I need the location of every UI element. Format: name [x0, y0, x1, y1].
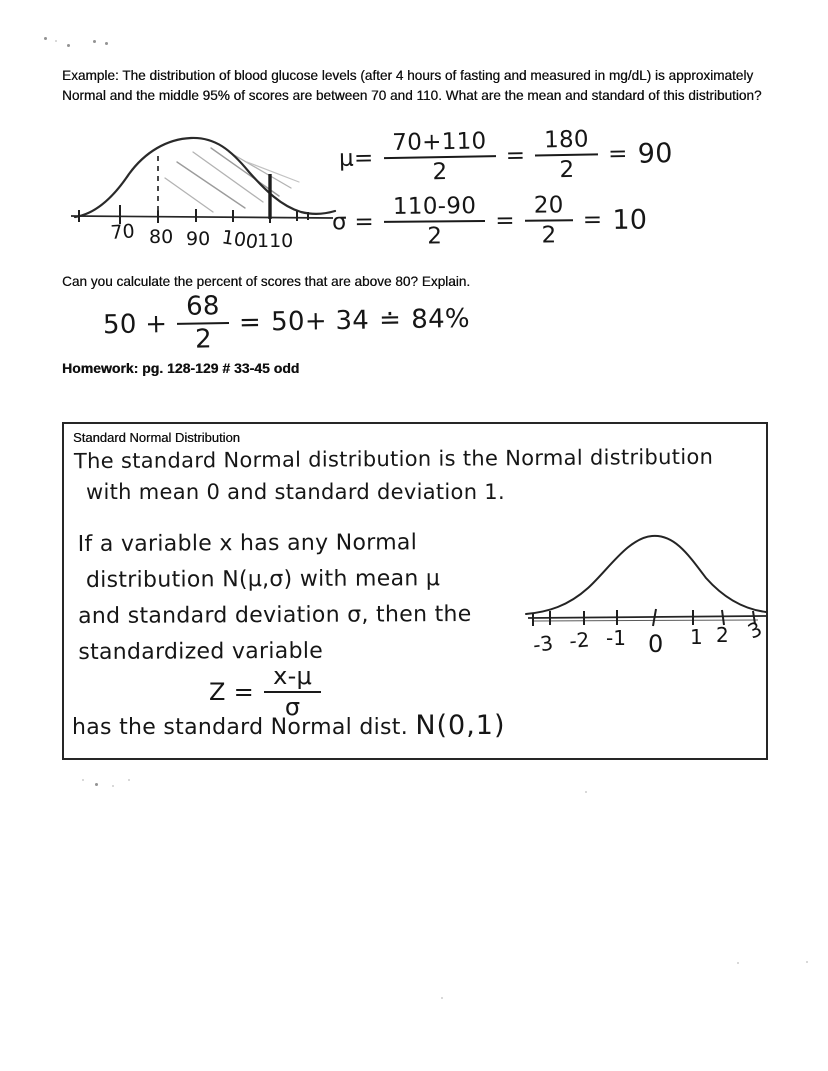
closing-line: [72, 710, 506, 741]
x-axis: [71, 216, 333, 218]
fraction-numerator: 180: [535, 127, 598, 156]
fraction-numerator: 110-90: [384, 194, 486, 223]
equals-sign: =: [582, 207, 603, 234]
axis-label: 2: [716, 623, 729, 647]
scan-speck: [82, 779, 84, 781]
axis-label: 80: [149, 226, 174, 248]
paragraph-line: and standard deviation σ, then the: [78, 601, 472, 630]
equals-sign: =: [495, 207, 516, 235]
axis-label: -1: [606, 626, 626, 650]
fraction-numerator: 20: [525, 193, 573, 222]
example-prompt: Example: The distribution of blood glucose levels (after 4 hours of fasting and measured in mg/dL) is approximately Normal and the middle 95% of scores are between 70 and 110. What are the mean and standard of this distribution?: [62, 68, 762, 103]
fraction-denominator: σ: [284, 693, 301, 722]
fraction-numerator: x-μ: [264, 664, 321, 693]
equals-sign: =: [238, 307, 262, 339]
homework-note: Homework: pg. 128-129 # 33-45 odd: [62, 360, 300, 376]
percent-question: Can you calculate the percent of scores that are above 80? Explain.: [62, 274, 471, 289]
axis-label: -2: [568, 627, 591, 653]
mean-calculation: [334, 126, 679, 186]
paragraph-line: standardized variable: [78, 638, 324, 666]
fraction: [535, 127, 599, 182]
paragraph-line: distribution N(μ,σ) with mean μ: [85, 566, 441, 593]
axis-label: 3: [743, 616, 766, 644]
fraction: [383, 129, 496, 185]
fraction-numerator: 70+110: [383, 129, 496, 159]
bell-curve: [526, 536, 766, 614]
bell-curve: [75, 138, 335, 217]
scan-speck: [95, 783, 98, 786]
standard-normal-figure: [520, 522, 770, 672]
scan-speck: [105, 42, 108, 45]
scan-speck: [585, 791, 587, 793]
sd-result: 10: [612, 204, 648, 236]
paragraph-line: If a variable x has any Normal: [77, 530, 418, 558]
glucose-curve-figure: [65, 126, 345, 254]
box-title: Standard Normal Distribution: [73, 430, 240, 445]
pct-mid: 50+ 34: [270, 305, 370, 338]
approx-equals-sign: ≐: [378, 305, 402, 336]
definition-line: with mean 0 and standard deviation 1.: [86, 480, 505, 504]
fraction-denominator: 2: [194, 324, 213, 355]
scan-speck: [806, 961, 808, 963]
axis-label: 110: [257, 230, 294, 252]
scan-speck: [128, 779, 130, 781]
axis-label: 100: [220, 226, 260, 254]
pct-result: 84%: [410, 304, 471, 336]
scan-speck: [112, 785, 114, 787]
pct-lhs: 50 +: [102, 309, 168, 341]
sd-lhs: σ =: [331, 209, 375, 236]
percent-calculation: [97, 289, 475, 356]
fraction: [525, 193, 573, 248]
axis-label: 0: [648, 630, 664, 658]
scan-speck: [55, 40, 57, 42]
axis-label: 70: [109, 220, 136, 244]
scan-speck: [441, 997, 443, 999]
fraction-denominator: 2: [559, 156, 575, 184]
scan-speck: [93, 40, 96, 43]
z-lhs: Z =: [209, 678, 255, 707]
fraction-denominator: 2: [432, 159, 448, 186]
fraction-denominator: 2: [541, 222, 557, 249]
mean-lhs: μ=: [338, 145, 374, 173]
fraction: [177, 293, 230, 354]
fraction-numerator: 68: [177, 293, 229, 325]
axis-label: -3: [531, 630, 555, 657]
definition-line: The standard Normal distribution is the Normal distribution: [73, 444, 714, 474]
scan-speck: [67, 44, 70, 47]
closing-text: has the standard Normal dist.: [72, 715, 409, 740]
fraction: [384, 194, 486, 249]
equals-sign: =: [607, 141, 628, 168]
axis-label: 90: [186, 228, 211, 250]
standard-normal-notes-box: [62, 422, 768, 760]
scan-speck: [44, 37, 47, 40]
sd-calculation: [327, 193, 653, 250]
axis-label: 1: [690, 625, 703, 649]
x-axis: [528, 616, 766, 618]
distribution-label: N(0,1): [415, 710, 506, 741]
equals-sign: =: [505, 142, 526, 170]
scan-speck: [737, 962, 739, 964]
mean-result: 90: [637, 137, 673, 170]
standardizing-paragraph: [78, 525, 472, 671]
fraction-denominator: 2: [427, 223, 443, 250]
hatch-shading: [165, 148, 299, 212]
